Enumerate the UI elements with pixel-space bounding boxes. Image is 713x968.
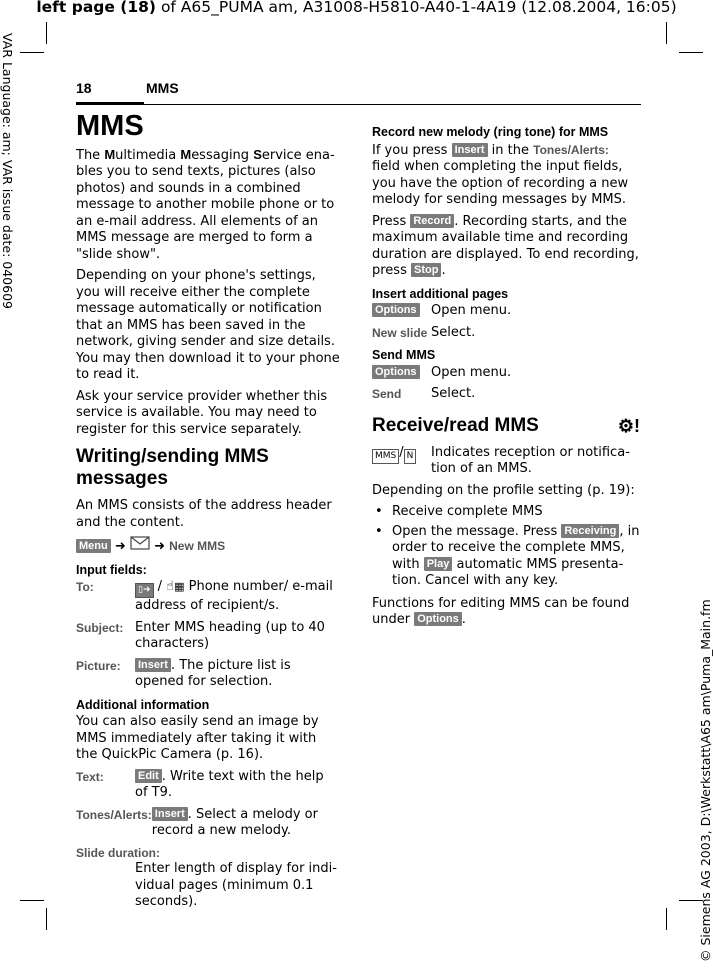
action-row xyxy=(372,325,640,342)
list-item: • Open the message. Press Receiving , in order to receive the complete MMS, with Play automatic MMS presentation. Cancel with any key. xyxy=(372,524,640,590)
subheading: Input fields: xyxy=(76,562,147,577)
crop-mark xyxy=(666,908,667,930)
field-text: . The picture list is opened for selection. xyxy=(135,657,291,689)
field-text: Enter MMS heading (up to 40 characters) xyxy=(135,619,325,651)
header-rest: of A65_PUMA am, A31008-H5810-A40-1-4A19 (12.08.2004, 16:05) xyxy=(156,0,677,16)
field-row: To: ▯➜ / ☝▦ Phone number/ e-mail address of recipient/s. xyxy=(76,579,333,613)
edit-softkey: Edit xyxy=(135,769,162,783)
crop-mark xyxy=(666,22,667,44)
paragraph: Functions for editing MMS can be found under Options . xyxy=(372,595,630,627)
field-text: . Write text with the help of T9. xyxy=(135,768,324,800)
field-row xyxy=(76,658,340,691)
page-title: MMS xyxy=(76,110,144,142)
field-label: Text: xyxy=(76,769,104,784)
subheading: Additional information xyxy=(76,697,210,712)
side-left-text: VAR Language: am; VAR issue date: 040609 xyxy=(0,33,15,309)
action-row xyxy=(372,365,640,382)
action-label: Send xyxy=(372,387,402,401)
action-text: Select. xyxy=(431,386,476,401)
field-label: Slide duration: xyxy=(76,845,160,860)
paragraph: If you press Insert in the Tones/Alerts: field when completing the input fields, you have the option of recording a new melody for sending messages by MMS. xyxy=(372,142,629,207)
right-column xyxy=(372,124,640,634)
action-row xyxy=(372,303,640,320)
provider-service-icon: ⚙! xyxy=(617,415,640,436)
field-label: Tones/Alerts: xyxy=(76,807,152,822)
arrow-icon: ➜ xyxy=(154,539,165,554)
paragraph: An MMS consists of the address header and the content. xyxy=(76,498,332,530)
crop-mark xyxy=(20,52,44,53)
hand-icon: ☝ xyxy=(166,579,175,594)
section-heading: Writing/sending MMS messages xyxy=(76,446,269,489)
header-rule-thick xyxy=(76,102,144,105)
bullet-icon: • xyxy=(375,523,383,539)
header-rule xyxy=(76,104,641,105)
indicator-row: MMS / N Indicates reception or notification of an MMS. xyxy=(372,445,640,478)
record-softkey: Record xyxy=(410,214,454,228)
action-text: Open menu. xyxy=(431,303,512,318)
insert-softkey: Insert xyxy=(135,658,171,672)
action-label: New slide xyxy=(372,325,428,340)
paragraph: You can also easily send an image by MMS immediately after taking it with the QuickPic Camera (p. 16). xyxy=(76,714,319,762)
options-softkey: Options xyxy=(414,612,462,626)
arrow-icon: ➜ xyxy=(114,539,126,554)
section-title: MMS xyxy=(146,80,179,96)
stop-softkey: Stop xyxy=(411,263,441,277)
subheading: Record new melody (ring tone) for MMS xyxy=(372,125,609,139)
menu-item-label: New MMS xyxy=(169,539,226,553)
notification-icon: N xyxy=(404,449,417,464)
subheading: Insert additional pages xyxy=(372,286,509,301)
field-row xyxy=(76,769,340,802)
list-item: • Receive complete MMS xyxy=(372,504,640,521)
crop-mark xyxy=(20,900,44,901)
field-text: Phone number/ e-mail address of recipient/s. xyxy=(135,579,333,613)
side-right-text: © Siemens AG 2003, D:\Werkstatt\A65 am\Puma_Main.fm xyxy=(698,599,713,962)
mms-icon: MMS xyxy=(372,449,399,464)
play-softkey: Play xyxy=(424,557,453,571)
paragraph: Depending on your phone's settings, you will receive either the complete message automatically or notification that an MMS has been saved in the network, giving sender and size details. You may then download it to your phone to read it. xyxy=(76,268,340,382)
menu-path xyxy=(76,536,340,556)
indicator-text: Indicates reception or notification of an MMS. xyxy=(431,444,630,476)
crop-mark xyxy=(46,22,47,44)
field-text: . Select a melody or record a new melody. xyxy=(151,806,318,838)
phonebook-icon: ▯➜ xyxy=(135,583,154,598)
field-row xyxy=(76,620,340,653)
print-header xyxy=(0,0,713,16)
crop-mark xyxy=(679,52,703,53)
envelope-icon xyxy=(130,539,150,554)
insert-softkey: Insert xyxy=(152,807,188,821)
menu-softkey: Menu xyxy=(76,539,111,553)
options-softkey: Options xyxy=(372,303,420,317)
field-label: To: xyxy=(76,580,94,594)
paragraph: Ask your service provider whether this service is available. You may need to register for this service separately. xyxy=(76,388,328,437)
field-row xyxy=(76,807,340,840)
bullet-icon: • xyxy=(375,504,383,519)
receiving-softkey: Receiving xyxy=(561,524,619,538)
action-row xyxy=(372,386,640,403)
options-softkey: Options xyxy=(372,365,420,379)
paragraph: Depending on the profile setting (p. 19): xyxy=(372,482,635,498)
page-number: 18 xyxy=(76,80,92,96)
action-text: Select. xyxy=(431,324,476,340)
intro-paragraph: The Multimedia Messaging Service enables you to send texts, pictures (also photos) and sounds in a combined message to another mobile phone or to an e-mail address. All elements of an MMS message are merged to form a "slide show". xyxy=(76,146,335,262)
field-label: Picture: xyxy=(76,658,121,673)
crop-mark xyxy=(46,908,47,930)
section-heading: Receive/read MMS ⚙! xyxy=(372,414,640,436)
keypad-icon: ▦ xyxy=(174,580,185,593)
left-column xyxy=(76,106,340,911)
subheading: Send MMS xyxy=(372,348,436,362)
action-text: Open menu. xyxy=(431,364,512,380)
field-label: Subject: xyxy=(76,620,124,635)
field-reference: Tones/Alerts: xyxy=(533,142,609,157)
paragraph: Press Record . Recording starts, and the maximum available time and recording duration are displayed. To end recording, press Stop . xyxy=(372,213,639,278)
field-text: Enter length of display for individual pages (minimum 0.1 seconds). xyxy=(135,861,337,909)
header-bold: left page (18) xyxy=(36,0,157,16)
insert-softkey: Insert xyxy=(452,143,488,157)
